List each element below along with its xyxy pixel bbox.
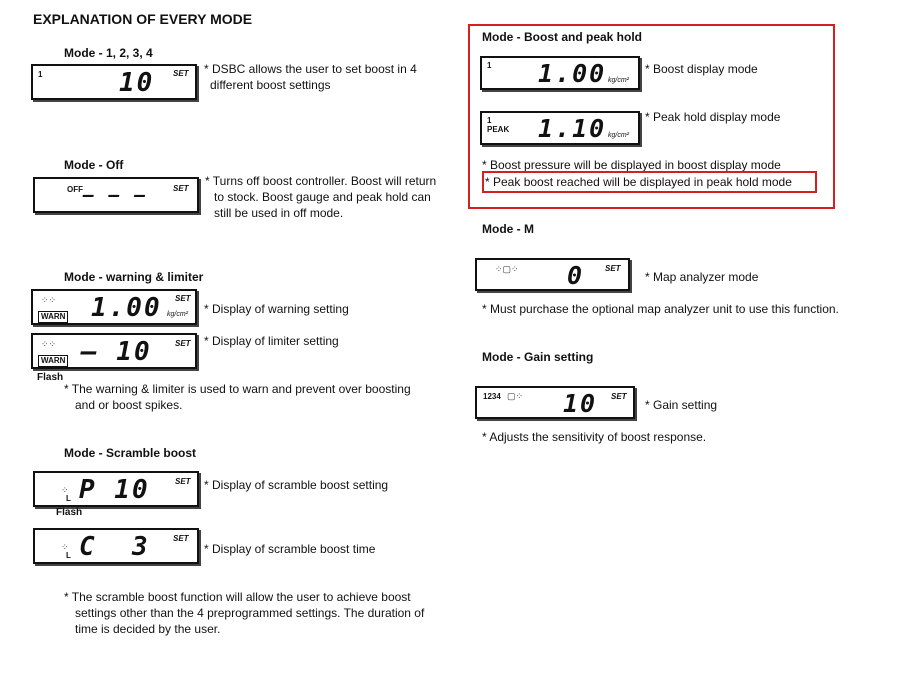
lcd-unit: kg/cm² <box>608 77 629 84</box>
scramble-note-3: time is decided by the user. <box>75 622 221 636</box>
heading-mode-off: Mode - Off <box>64 158 124 172</box>
lcd-value: 1.00 <box>538 59 607 88</box>
burst-icon: ⁘⁘ <box>41 295 57 305</box>
scramble-desc-1: * Display of scramble boost setting <box>204 478 389 492</box>
lcd-set-label: SET <box>173 69 189 78</box>
flash-label: Flash <box>56 507 83 518</box>
lcd-mode-1234 <box>31 64 197 100</box>
gain-desc: * Gain setting <box>645 398 718 412</box>
heading-mode-scramble: Mode - Scramble boost <box>64 446 197 460</box>
lcd-value: 10 <box>563 389 598 418</box>
lcd-mode-off <box>33 177 199 213</box>
heading-mode-m: Mode - M <box>482 222 534 236</box>
lcd-value: C 3 <box>79 532 150 562</box>
boost-display-desc: * Boost display mode <box>645 62 758 76</box>
lcd-value: P 10 <box>79 475 150 505</box>
limiter-desc: * Display of limiter setting <box>204 334 339 348</box>
lcd-preset-number: 1 <box>38 70 43 79</box>
map-analyzer-icon: ⁘▢⁘ <box>495 264 519 274</box>
lcd-unit: kg/cm² <box>608 132 629 139</box>
mode-off-desc-1: * Turns off boost controller. Boost will return <box>205 174 437 188</box>
lcd-set-label: SET <box>175 294 191 303</box>
boost-peak-note-1: * Boost pressure will be displayed in boost display mode <box>482 158 781 172</box>
lcd-warning-setting <box>31 289 197 325</box>
lcd-value: – 10 <box>81 337 152 367</box>
lcd-limiter-setting <box>31 333 197 369</box>
lcd-scramble-time <box>33 528 199 564</box>
burst-icon: ⁘ <box>61 542 69 552</box>
page-title: EXPLANATION OF EVERY MODE <box>33 11 253 27</box>
flash-label: Flash <box>37 372 64 383</box>
lcd-scramble-badge: L <box>66 494 71 503</box>
lcd-scramble-setting <box>33 471 199 507</box>
heading-mode-warning: Mode - warning & limiter <box>64 270 204 284</box>
lcd-value: 10 <box>119 68 155 98</box>
mode-1234-desc-1: * DSBC allows the user to set boost in 4 <box>204 62 417 76</box>
lcd-peak-hold <box>480 111 640 145</box>
lcd-value: 1.00 <box>91 293 162 323</box>
mode-off-desc-2: to stock. Boost gauge and peak hold can <box>214 190 431 204</box>
peak-hold-desc: * Peak hold display mode <box>645 110 781 124</box>
map-analyzer-note: * Must purchase the optional map analyzer unit to use this function. <box>482 302 839 316</box>
lcd-preset-number: 1 <box>487 61 492 70</box>
lcd-set-label: SET <box>605 264 621 273</box>
gain-icon: ▢⁘ <box>507 391 524 401</box>
lcd-boost-display <box>480 56 640 90</box>
lcd-set-label: SET <box>173 184 189 193</box>
warning-note-1: * The warning & limiter is used to warn and prevent over boosting <box>64 382 411 396</box>
lcd-preset-number: 1 <box>487 116 492 125</box>
lcd-gain-setting <box>475 386 635 419</box>
lcd-value: 1.10 <box>538 114 607 143</box>
lcd-scramble-badge: L <box>66 551 71 560</box>
warning-desc: * Display of warning setting <box>204 302 349 316</box>
lcd-unit: kg/cm² <box>167 311 188 318</box>
heading-mode-boost-peak: Mode - Boost and peak hold <box>482 30 643 44</box>
lcd-set-label: SET <box>173 534 189 543</box>
mode-1234-desc-2: different boost settings <box>210 78 331 92</box>
warning-note-2: and or boost spikes. <box>75 398 183 412</box>
map-analyzer-desc: * Map analyzer mode <box>645 270 759 284</box>
lcd-map-analyzer <box>475 258 630 291</box>
mode-off-desc-3: still be used in off mode. <box>214 206 344 220</box>
scramble-note-1: * The scramble boost function will allow the user to achieve boost <box>64 590 411 604</box>
boost-peak-note-2: * Peak boost reached will be displayed in peak hold mode <box>485 175 792 189</box>
lcd-peak-label: PEAK <box>487 125 510 134</box>
scramble-desc-2: * Display of scramble boost time <box>204 542 376 556</box>
lcd-warn-badge: WARN <box>38 311 68 323</box>
lcd-set-label: SET <box>175 477 191 486</box>
lcd-off-label: OFF <box>67 185 83 194</box>
lcd-set-label: SET <box>175 339 191 348</box>
gain-note: * Adjusts the sensitivity of boost response. <box>482 430 707 444</box>
lcd-value: 0 <box>567 261 585 290</box>
lcd-gain-numbers: 1234 <box>483 392 501 401</box>
lcd-warn-badge: WARN <box>38 355 68 367</box>
lcd-value: – – – <box>83 185 148 206</box>
burst-icon: ⁘⁘ <box>41 339 57 349</box>
heading-mode-1234: Mode - 1, 2, 3, 4 <box>64 46 153 60</box>
heading-mode-gain: Mode - Gain setting <box>482 350 594 364</box>
burst-icon: ⁘ <box>61 485 69 495</box>
scramble-note-2: settings other than the 4 preprogrammed settings. The duration of <box>75 606 425 620</box>
lcd-set-label: SET <box>611 392 627 401</box>
